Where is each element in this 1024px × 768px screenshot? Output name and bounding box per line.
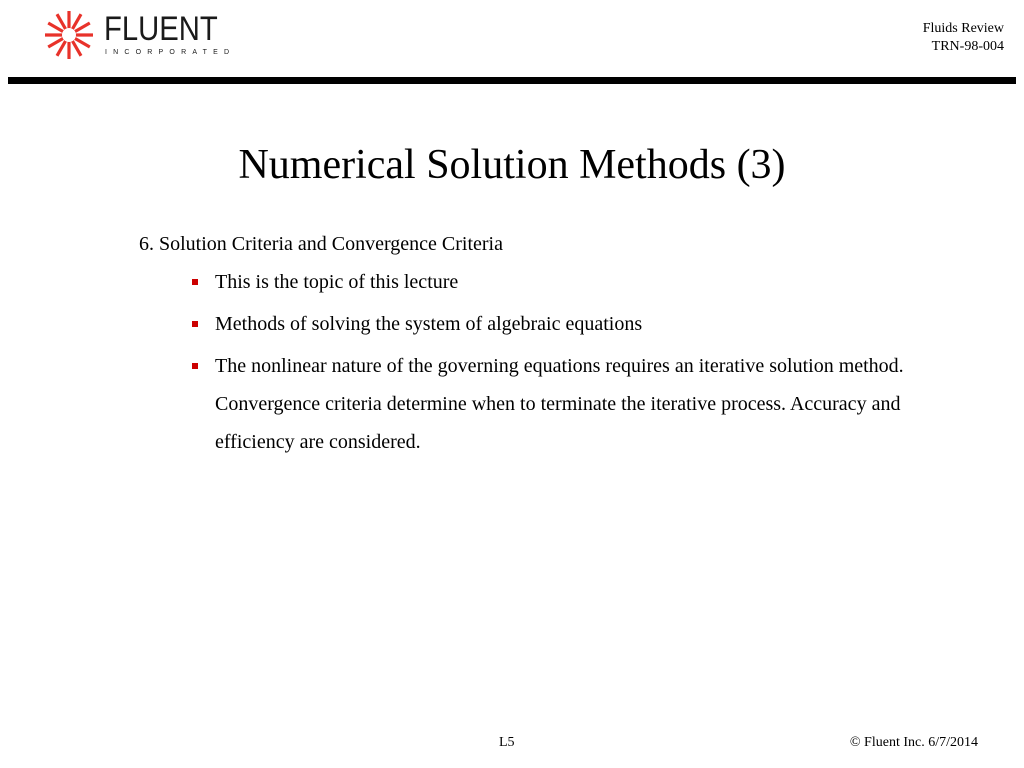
header-line-2: TRN-98-004	[931, 39, 1004, 54]
bullet-item	[192, 305, 915, 343]
logo-subtitle: INCORPORATED	[105, 49, 236, 56]
slide-content	[139, 229, 939, 465]
square-bullet-icon	[192, 363, 198, 369]
numbered-point: 6. Solution Criteria and Convergence Criteria	[139, 233, 503, 255]
bullet-text: Methods of solving the system of algebraic equations	[215, 313, 643, 335]
logo-wordmark: FLUENT	[104, 10, 218, 48]
bullet-list	[139, 263, 939, 461]
page-number: L5	[499, 735, 515, 750]
bullet-text: The nonlinear nature of the governing equations requires an iterative solution method. Convergence criteria determine when to terminate the iterative process. Accuracy and efficiency are considered.	[215, 355, 904, 453]
starburst-icon	[42, 8, 96, 62]
bullet-item	[192, 263, 915, 301]
slide-title: Numerical Solution Methods (3)	[238, 142, 786, 188]
header-divider	[8, 77, 1016, 84]
square-bullet-icon	[192, 321, 198, 327]
header-info	[923, 20, 1004, 56]
fluent-logo	[42, 8, 236, 62]
bullet-item	[192, 347, 915, 461]
square-bullet-icon	[192, 279, 198, 285]
copyright-notice: © Fluent Inc. 6/7/2014	[849, 735, 978, 750]
header-line-1: Fluids Review	[922, 21, 1004, 36]
bullet-text: This is the topic of this lecture	[215, 271, 459, 293]
